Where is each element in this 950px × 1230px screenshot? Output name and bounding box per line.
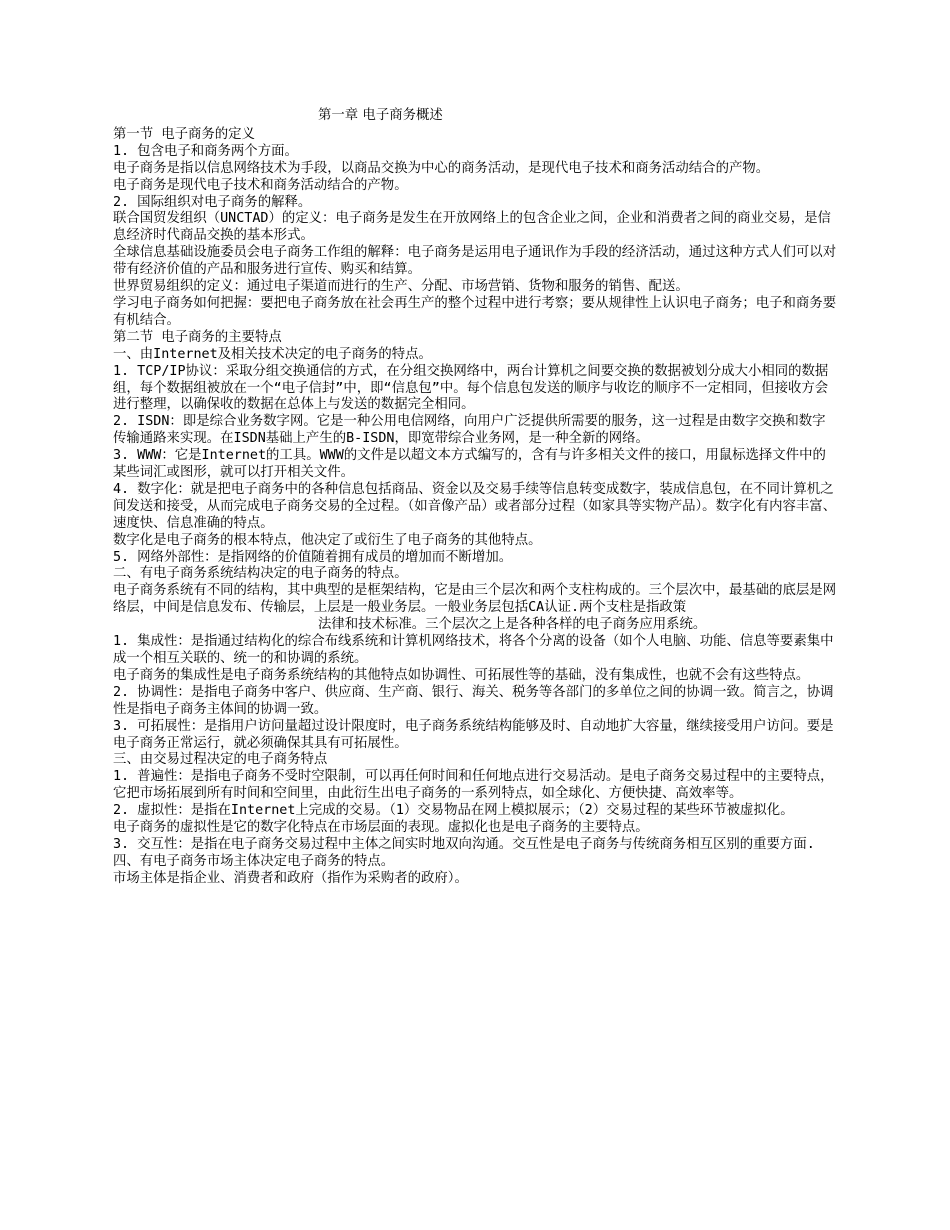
paragraph: 3. 交互性：是指在电子商务交易过程中主体之间实时地双向沟通。交互性是电子商务与传统商务相互区别的重要方面.: [113, 836, 815, 852]
paragraph: 3. 可拓展性：是指用户访问量超过设计限度时，电子商务系统结构能够及时、自动地扩大容量，继续接受用户访问。要是电子商务正常运行，就必须确保其具有可拓展性。: [113, 718, 834, 751]
paragraph: 电子商务是现代电子技术和商务活动结合的产物。: [113, 177, 408, 193]
paragraph: 法律和技术标准。三个层次之上是各种各样的电子商务应用系统。: [318, 617, 707, 633]
paragraph: 1. 集成性：是指通过结构化的综合布线系统和计算机网络技术，将各个分离的设备（如个人电脑、功能、信息等要素集中成一个相互关联的、统一的和协调的系统。: [113, 634, 834, 666]
subsection-heading: 四、有电子商务市场主体决定电子商务的特点。: [113, 853, 395, 869]
section-heading: 第二节 电子商务的主要特点: [113, 329, 282, 345]
paragraph: 电子商务是指以信息网络技术为手段，以商品交换为中心的商务活动，是现代电子技术和商务活动结合的产物。: [113, 160, 770, 176]
subsection-heading: 二、有电子商务系统结构决定的电子商务的特点。: [113, 566, 408, 582]
paragraph: 1. 包含电子和商务两个方面。: [113, 143, 298, 159]
paragraph: 电子商务的虚拟性是它的数字化特点在市场层面的表现。虚拟化也是电子商务的主要特点。: [113, 820, 649, 836]
chapter-title: 第一章 电子商务概述: [318, 108, 443, 123]
paragraph: 3. WWW：它是Internet的工具。WWW的文件是以超文本方式编写的，含有与许多相关文件的接口，用鼠标选择文件中的某些词汇或图形，就可以打开相关文件。: [113, 448, 826, 481]
subsection-heading: 一、由Internet及相关技术决定的电子商务的特点。: [113, 346, 432, 362]
paragraph: 联合国贸发组织（UNCTAD）的定义：电子商务是发生在开放网络上的包含企业之间，企业和消费者之间的商业交易，是信息经济时代商品交换的基本形式。: [113, 211, 831, 244]
paragraph: 数字化是电子商务的根本特点，他决定了或衍生了电子商务的其他特点。: [113, 532, 542, 548]
subsection-heading: 三、由交易过程决定的电子商务特点: [113, 752, 328, 768]
paragraph: 学习电子商务如何把握：要把电子商务放在社会再生产的整个过程中进行考察；要从规律性上认识电子商务；电子和商务要有机结合。: [113, 295, 837, 328]
paragraph: 市场主体是指企业、消费者和政府（指作为采购者的政府）。: [113, 870, 468, 886]
paragraph: 世界贸易组织的定义：通过电子渠道而进行的生产、分配、市场营销、货物和服务的销售、配送。: [113, 279, 689, 295]
section-heading: 第一节 电子商务的定义: [113, 126, 255, 142]
paragraph: 电子商务系统有不同的结构，其中典型的是框架结构，它是由三个层次和两个支柱构成的。三个层次中，最基础的底层是网络层，中间是信息发布、传输层，上层是一般业务层。一般业务层包括CA认证.两个支柱是指政策: [113, 583, 837, 616]
paragraph: 全球信息基础设施委员会电子商务工作组的解释：电子商务是运用电子通讯作为手段的经济活动，通过这种方式人们可以对带有经济价值的产品和服务进行宣传、购买和结算。: [113, 245, 837, 278]
paragraph: 4. 数字化：就是把电子商务中的各种信息包括商品、资金以及交易手续等信息转变成数字，装成信息包，在不同计算机之间发送和接受，从而完成电子商务交易的全过程。（如音像产品）或者部分过程（如家具等实物产品）。数字化有内容丰富、速度快、信息准确的特点。: [113, 481, 837, 531]
paragraph: 2. ISDN：即是综合业务数字网。它是一种公用电信网络，向用户广泛提供所需要的服务，这一过程是由数字交换和数字传输通路来实现。在ISDN基础上产生的B-ISDN，即宽带综合业务网，是一种全新的网络。: [113, 414, 826, 447]
paragraph: 电子商务的集成性是电子商务系统结构的其他特点如协调性、可拓展性等的基础，没有集成性，也就不会有这些特点。: [113, 667, 810, 683]
paragraph: 2. 虚拟性：是指在Internet上完成的交易。（1）交易物品在网上模拟展示；（2）交易过程的某些环节被虚拟化。: [113, 803, 794, 819]
paragraph: 2. 国际组织对电子商务的解释。: [113, 194, 312, 210]
paragraph: 1. TCP/IP协议：采取分组交换通信的方式，在分组交换网络中，两台计算机之间要交换的数据被划分成大小相同的数据组，每个数据组被放在一个“电子信封”中，即“信息包”中。每个信息包发送的顺序与收讫的顺序不一定相同，但接收方会进行整理，以确保收的数据在总体上与发送的数据完全相同。: [113, 363, 829, 413]
document-page: [113, 108, 838, 888]
paragraph: 5. 网络外部性：是指网络的价值随着拥有成员的增加而不断增加。: [113, 549, 513, 565]
paragraph: 2. 协调性：是指电子商务中客户、供应商、生产商、银行、海关、税务等各部门的多单位之间的协调一致。简言之，协调性是指电子商务主体间的协调一致。: [113, 684, 834, 717]
paragraph: 1. 普遍性：是指电子商务不受时空限制，可以再任何时间和任何地点进行交易活动。是电子商务交易过程中的主要特点，它把市场拓展到所有时间和空间里，由此衍生出电子商务的一系列特点，如全球化、方便快捷、高效率等。: [113, 769, 834, 802]
